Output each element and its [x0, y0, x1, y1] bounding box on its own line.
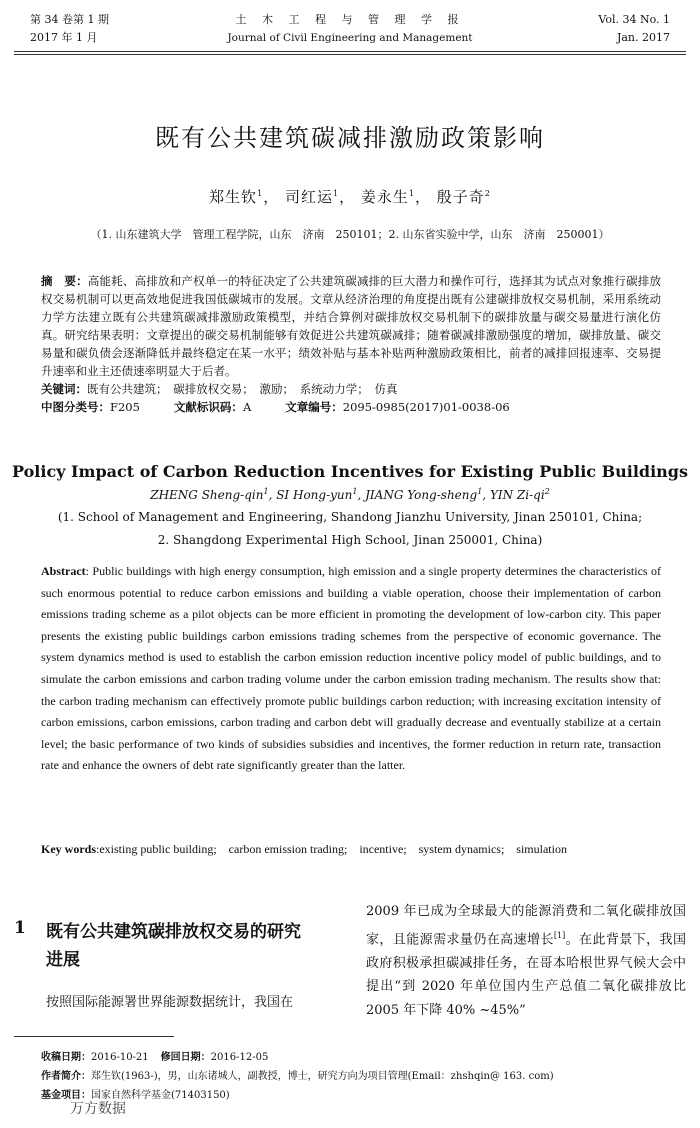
header-date-cn: 2017 年 1 月 [30, 31, 98, 44]
authors-cn [0, 186, 700, 207]
revised-label: 修回日期： [160, 1052, 211, 1063]
journal-name-cn: 土 木 工 程 与 管 理 学 报 [235, 13, 465, 26]
author-separator: ， [415, 188, 432, 206]
fund-label: 基金项目： [41, 1090, 91, 1101]
section-number: 1 [14, 918, 26, 938]
abstract-text-en: Public buildings with high energy consumption, high emission and a single property determines the characteristics of such enormous potential to reduce carbon emissions and building a viable operation, choose their implementation of carbon emissions trading scheme as a pilot objects can be more efficient in promoting the development of low-carbon city. This paper presents the existing public buildings carbon emissions trading schemes from the perspective of economic governance. The system dynamics method is used to establish the carbon emission reduction incentive policy model of public buildings, and to simulate the carbon emissions and carbon trading volume under the carbon emission trading mechanism. The results show that: the carbon trading mechanism can effectively promote public buildings carbon reduction; with increasing excitation intensity of carbon emissions, carbon emissions, carbon trading and carbon debt will gradually decrease and eventually stabilize at a certain level; the basic performance of two kinds of subsidies subsidies and incentives, the former reduction in return rate, transaction rate and enhance the owners of debt rate significantly greater than the latter. [41, 564, 661, 773]
keywords-label-en: Key words [41, 842, 96, 856]
abstract-text-cn: 高能耗、高排放和产权单一的特征决定了公共建筑碳减排的巨大潜力和操作可行，选择其为试点对象推行碳排放权交易机制可以更高效地促进我国低碳城市的发展。文章从经济治理的角度提出既有公建碳排放权交易机制，采用系统动力学方法建立既有公共建筑碳减排激励政策模型，并结合算例对碳排放权交易机制下的碳排放量与碳交易量进行演化仿真。研究结果表明：文章提出的碳交易机制能够有效促进公共建筑碳减排；随着碳减排激励强度的增加，碳排放量、碳交易量和碳负债会逐渐降低并最终稳定在某一水平；绩效补贴与基本补贴两种激励政策相比，前者的减排回报速率、交易提升速率和业主还债速率明显大于后者。 [41, 274, 661, 378]
affiliation-en-line-2: 2. Shangdong Experimental High School, Jinan 250001, China) [157, 533, 543, 547]
clc-label: 中图分类号： [41, 400, 110, 414]
body-text-right-2: 。在此背景下，我国政府积极承担碳减排任务，在哥本哈根世界气候大会中提出“到 2020 年单位国内生产总值二氧化碳排放比 2005 年下降 40% ~45%” [366, 931, 686, 1018]
doc-code: A [242, 400, 252, 414]
clc-number: F205 [110, 400, 140, 414]
author-separator: , [482, 488, 490, 502]
abstract-en [41, 561, 661, 777]
affiliation-cn: （1. 山东建筑大学 管理工程学院，山东 济南 250101；2. 山东省实验中学，山东 济南 250001） [90, 228, 610, 241]
header-date-en: Jan. 2017 [616, 31, 670, 44]
author-name: ZHENG Sheng-qin [150, 488, 264, 502]
body-text-right-1: 2009 年已成为全球最大的能源消费和二氧化碳排放国家，且能源需求量仍在高速增长 [366, 904, 686, 947]
keywords-label-cn: 关键词： [41, 382, 87, 396]
received-date: 2016-10-21 [91, 1052, 149, 1063]
received-label: 收稿日期： [41, 1052, 91, 1063]
author-name: SI Hong-yun [276, 488, 353, 502]
keywords-colon: : [96, 842, 100, 856]
header-volume-en: Vol. 34 No. 1 [598, 13, 670, 26]
keywords-en [41, 839, 661, 861]
author-separator: ， [339, 188, 356, 206]
fund-text: 国家自然科学基金(71403150) [91, 1090, 230, 1101]
author-superscript: 1 [257, 189, 264, 198]
author-name: YIN Zi-qi [489, 488, 545, 502]
author-superscript: 1 [263, 487, 269, 496]
body-text-right [366, 900, 686, 1022]
authors-en [0, 487, 700, 502]
header-volume-cn: 第 34 卷第 1 期 [30, 13, 109, 26]
journal-name-en: Journal of Civil Engineering and Management [227, 32, 473, 44]
author-superscript: 2 [484, 189, 491, 198]
abstract-label-en: Abstract [41, 564, 86, 578]
author-bio: 郑生钦(1963-)，男，山东诸城人，副教授，博士，研究方向为项目管理(Email：zhshqin@ 163. com) [91, 1071, 554, 1082]
author-separator: , [268, 488, 277, 502]
author-superscript: 1 [352, 487, 358, 496]
body-text-left: 按照国际能源署世界能源数据统计，我国在 [46, 995, 294, 1010]
affiliation-en-line-1: (1. School of Management and Engineering, Shandong Jianzhu University, Jinan 250101, China; [57, 510, 643, 524]
author-separator: , [357, 488, 366, 502]
author-separator: ， [263, 188, 280, 206]
footnote-rule [14, 1036, 174, 1037]
article-number-label: 文章编号： [285, 400, 343, 414]
footnote-author [41, 1069, 554, 1085]
author-name: JIANG Yong-sheng [365, 488, 478, 502]
revised-date: 2016-12-05 [210, 1052, 269, 1063]
keywords-text-en: existing public building; carbon emission trading; incentive; system dynamics; simulation [99, 842, 567, 856]
author-superscript: 2 [544, 487, 550, 496]
watermark: 万方数据 [70, 1101, 126, 1117]
section-title: 既有公共建筑碳排放权交易的研究进展 [46, 922, 301, 970]
author-name: 郑生钦 [209, 188, 258, 206]
paper-title-en: Policy Impact of Carbon Reduction Incentives for Existing Public Buildings [12, 462, 688, 481]
author-superscript: 1 [408, 189, 415, 198]
header-rule [14, 51, 686, 52]
author-name: 司红运 [284, 188, 333, 206]
footnote-dates [41, 1050, 268, 1066]
keywords-cn: 既有公共建筑； 碳排放权交易； 激励； 系统动力学； 仿真 [87, 382, 398, 396]
header-rule-double [14, 54, 686, 55]
author-superscript: 1 [333, 189, 340, 198]
paper-title-cn: 既有公共建筑碳减排激励政策影响 [155, 124, 545, 152]
abstract-label-cn: 摘 要： [41, 274, 88, 288]
doc-code-label: 文献标识码： [173, 400, 243, 414]
author-bio-label: 作者简介： [41, 1071, 91, 1082]
author-name: 姜永生 [360, 188, 409, 206]
author-name: 殷子奇 [436, 188, 485, 206]
abstract-colon: : [85, 564, 93, 578]
abstract-cn [41, 272, 661, 416]
author-superscript: 1 [477, 487, 483, 496]
citation-ref: [1] [553, 930, 566, 940]
article-number: 2095-0985(2017)01-0038-06 [342, 400, 510, 414]
